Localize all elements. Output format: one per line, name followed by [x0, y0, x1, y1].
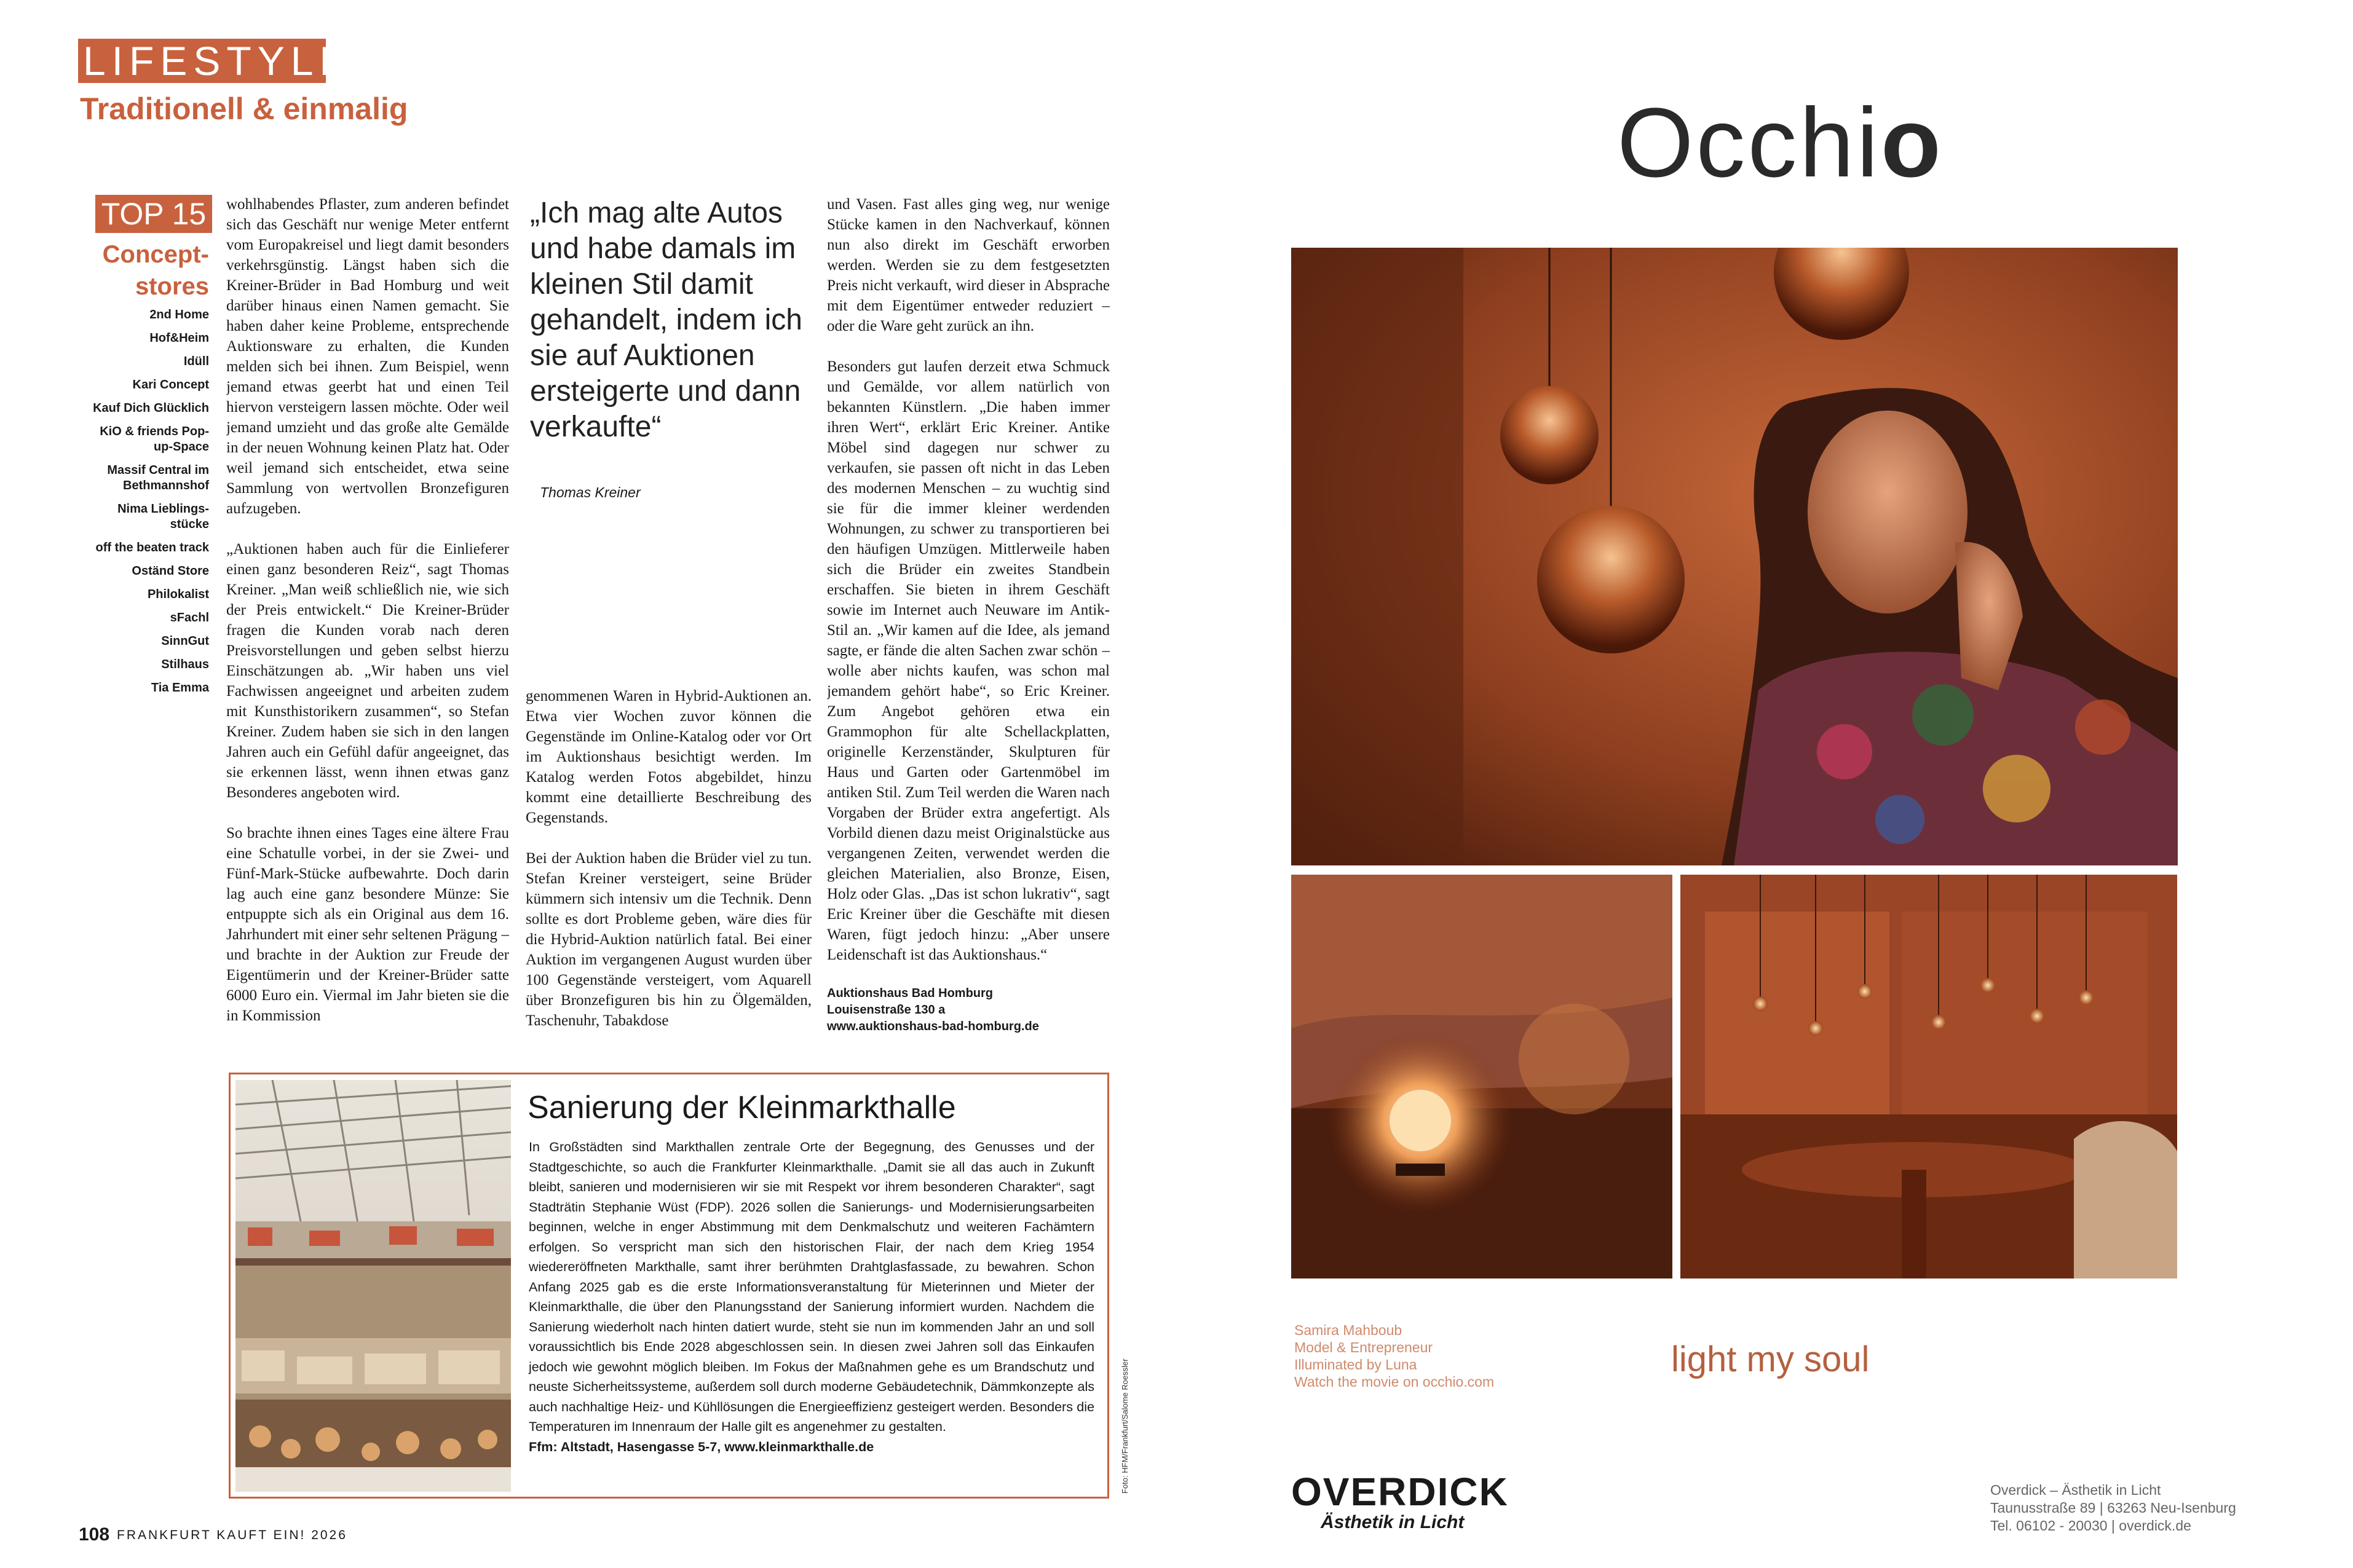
occhio-logo — [1617, 86, 1944, 199]
article-column-1 — [226, 194, 509, 1036]
overdick-logo: OVERDICK — [1291, 1470, 1509, 1514]
contact-name: Auktionshaus Bad Homburg — [827, 987, 994, 1000]
paragraph: Besonders gut laufen derzeit etwa Schmuck und Gemälde, vor allem natürlich von bekannten Künstlern. „Die haben immer ihren Wert“, erklärt Eric Kreiner. Antike Möbel sind dagegen nur schwer zu verkaufen, sie passen oft nicht in das Leben des modernen Menschen – zu wuchtig sind sie für die immer kleiner werdenden Wohnungen, zu schwer zu transportieren bei den häufigen Umzügen. Mittlerweile haben sich die Brüder ein zweites Standbein erschaffen. Sie bieten in ihrem Geschäft sowie im Internet auch Neuware im Antik-Stil an. „Wir kamen auf die Idee, als jemand sagte, er fände die alten Sachen zwar schön – wolle aber nichts kaufen, was schon mal jemandem gehört habe“, so Eric Kreiner. Zum Angebot gehören etwa ein Grammophon für alte Schellackplatten, originelle Kerzenständer, Skulpturen für Haus und Garten oder Gartenmöbel im antiken Stil. Zum Teil werden die Waren nach Vorgaben der Brüder extra angefertigt. Als Vorbild dienen dazu meist Originalstücke aus vergangenen Zeiten, verwendet werden die gleichen Materialien, also Bronze, Eisen, Holz oder Glas. „Das ist schon lukrativ“, sagt Eric Kreiner über die Geschäfte mit diesen Waren, fügt jedoch hinzu: „Aber unsere Leidenschaft ist das Auktionshaus.“ — [827, 358, 1110, 963]
credit-line: Model & Entrepreneur — [1294, 1339, 1433, 1355]
address-line: Overdick – Ästhetik in Licht — [1990, 1482, 2161, 1498]
box-address: Ffm: Altstadt, Hasengasse 5-7, www.kleinmarkthalle.de — [529, 1439, 874, 1454]
store-item: sFachl — [170, 611, 209, 624]
magazine-name: FRANKFURT KAUFT EIN! 2026 — [117, 1528, 347, 1542]
paragraph: So brachte ihnen eines Tages eine ältere Frau eine Schatulle vorbei, in der sie Zwei- und Fünf-Mark-Stücke aufbewahrte. Doch darin lag auch eine ganz besondere Münze: Sie entpuppte sich als ein Original aus dem 16. Jahrhundert mit einer sehr seltenen Prägung – und brachte in der Auktion zur Freude der Eigentümerin und der Kreiner-Brüder satte 6000 Euro ein. Viermal im Jahr bieten sie die in Kommission — [226, 825, 509, 1024]
overdick-tagline: Ästhetik in Licht — [1321, 1512, 1465, 1532]
box-body — [529, 1137, 1094, 1457]
address-line: Taunusstraße 89 | 63263 Neu-Isenburg — [1990, 1500, 2236, 1516]
credit-line: Illuminated by Luna — [1294, 1357, 1417, 1373]
store-item: Stilhaus — [161, 658, 209, 671]
store-item: Massif Central im Bethmannshof — [107, 463, 209, 492]
dealer-address — [1990, 1481, 2279, 1535]
paragraph: wohlhabendes Pflaster, zum anderen befindet sich das Geschäft nur wenige Meter entfernt vom Europakreisel und liegt damit besonders verkehrsgünstig. Längst haben sich die Kreiner-Brüder in Bad Homburg und weit darüber hinaus einen Namen gemacht. Sie haben daher keine Probleme, entsprechende Auktionsware zu erhalten, die Kunden melden sich bei ihnen. Zum Beispiel, wenn jemand etwas geerbt hat und einen Teil hiervon versteigern lassen möchte. Oder weil jemand umzieht und das große alte Gemälde in der neuen Wohnung keinen Platz hat. Oder weil jemand sich entscheidet, etwa seine Sammlung von wertvollen Bronzefiguren aufzugeben. — [226, 196, 509, 517]
market-hall-illustration — [235, 1080, 511, 1492]
store-item: Hof&Heim — [149, 331, 209, 345]
store-item: Oständ Store — [132, 564, 209, 578]
ad-slogan: light my soul — [1671, 1339, 1870, 1379]
photo-credit: Foto: HFM/Frankfurt/Salome Roessler — [1120, 1358, 1129, 1494]
section-label: LIFESTYLE — [78, 39, 326, 83]
contact-website[interactable]: www.auktionshaus-bad-homburg.de — [827, 1020, 1039, 1033]
top15-badge: TOP 15 — [95, 195, 212, 233]
store-item: Kauf Dich Glücklich — [93, 401, 209, 415]
pull-quote: „Ich mag alte Autos und habe damals im kleinen Stil damit gehandelt, indem ich sie auf Auktionen ersteigerte und dann verkaufte“ — [530, 197, 802, 443]
ad-photo-interior — [1680, 875, 2177, 1278]
section-subtitle: Traditionell & einmalig — [80, 92, 408, 126]
sidebar-title: Concept- stores — [102, 241, 209, 300]
store-item: Nima Lieblings-stücke — [117, 502, 209, 531]
ad-photo-lamp — [1291, 875, 1672, 1278]
article-column-3 — [827, 194, 1110, 1036]
page-number: 108 — [79, 1524, 110, 1545]
address-line: Tel. 06102 - 20030 | overdick.de — [1990, 1518, 2191, 1534]
lamp-illustration — [1291, 875, 1672, 1278]
store-item: off the beaten track — [95, 541, 209, 554]
credit-line: Samira Mahboub — [1294, 1322, 1402, 1338]
store-item: Kari Concept — [132, 378, 209, 392]
paragraph: Bei der Auktion haben die Brüder viel zu tun. Stefan Kreiner versteigert, seine Brüder kümmern sich intensiv um die Technik. Denn sollte es dort Probleme geben, wäre dies für die Hybrid-Auktion natürlich fatal. Bei einer Auktion im vergangenen August wurden über 100 Gegenstände versteigert, vom Aquarell über Bronzefiguren bis hin zu Ölgemälden, Taschenuhr, Tabakdose — [526, 850, 812, 1029]
store-item: SinnGut — [161, 634, 209, 648]
contact-street: Louisenstraße 130 a — [827, 1003, 946, 1017]
market-hall-photo — [235, 1080, 511, 1492]
box-title: Sanierung der Kleinmarkthalle — [528, 1090, 956, 1125]
store-item: 2nd Home — [149, 308, 209, 321]
article-column-2 — [526, 686, 812, 1036]
paragraph: „Auktionen haben auch für die Einlieferer einen ganz besonderen Reiz“, sagt Thomas Kreiner. „Man weiß schließlich nie, wie sich der Preis entwickelt.“ Die Kreiner-Brüder fragen die Kunden vorab nach deren Preisvorstellungen und geben selbst hierzu Einschätzungen ab. „Wir haben uns viel Fachwissen angeeignet und arbeiten zudem mit Kunsthistorikern zusammen“, so Stefan Kreiner. Zudem haben sie sich in den langen Jahren auch ein Gefühl dafür angeeignet, das sie erkennen lässt, wenn ihnen etwas ganz Besonderes angeboten wird. — [226, 541, 509, 801]
credit-line: Watch the movie on occhio.com — [1294, 1374, 1495, 1390]
ad-credits — [1294, 1322, 1494, 1390]
store-item: Philokalist — [147, 588, 209, 601]
box-text: In Großstädten sind Markthallen zentrale Orte der Begegnung, des Genusses und der Stadtgeschichte, so auch die Frankfurter Kleinmarkthalle. „Damit sie all das auch in Zukunft bleibt, sanieren und modernisieren wir sie mit Respekt vor ihrem besonderen Charakter“, sagt Stadträtin Stephanie Wüst (FDP). 2026 sollen die Sanierungs- und Modernisierungsarbeiten beginnen, welche in enger Abstimmung mit dem Denkmalschutz und weiteren Fachämtern erfolgen. So verspricht man sich den historischen Flair, der nach dem Krieg 1954 wiedereröffneten Markthalle, samt ihrer berühmten Drahtglasfassade, zu bewahren. Schon Anfang 2025 gab es die erste Informationsveranstaltung für Mieterinnen und Mieter der Kleinmarkthalle, die über den Planungsstand der Sanierung informiert wurden. Nachdem die Sanierung wiederholt nach hinten datiert wurde, steht sie nun im kommenden Jahr an und soll voraussichtlich bis Ende 2028 abgeschlossen sein. In diesen zwei Jahren soll das Einkaufen jedoch wie gewohnt möglich bleiben. Im Fokus der Maßnahmen gehe es um Brandschutz und neuste Sicherheitssysteme, außerdem soll durch moderne Gebäudetechnik, Dämmkonzepte als auch nachhaltige Heiz- und Kühllösungen die Energieeffizienz gesteigert werden. Besonders die Temperaturen im Innenraum der Halle gilt es angenehmer zu gestalten. — [529, 1140, 1094, 1434]
logo-text-accent: o — [1880, 87, 1944, 197]
store-item: Idüll — [183, 355, 209, 368]
portrait-illustration — [1291, 248, 2178, 865]
store-list — [37, 307, 209, 704]
ad-photo-portrait — [1291, 248, 2178, 865]
logo-text: Occhi — [1617, 87, 1881, 197]
store-item: Tia Emma — [151, 681, 209, 695]
interior-illustration — [1680, 875, 2177, 1278]
paragraph: genommenen Waren in Hybrid-Auktionen an. Etwa vier Wochen zuvor können die Gegenstände im Online-Katalog oder vor Ort im Auktionshaus besichtigt werden. Im Katalog werden Fotos abgebildet, hinzu kommt eine detaillierte Beschreibung des Gegenstands. — [526, 688, 812, 826]
store-item: KiO & friends Pop-up-Space — [100, 425, 209, 454]
paragraph: und Vasen. Fast alles ging weg, nur wenige Stücke kamen in den Nachverkauf, können nun also direkt im Geschäft erworben werden. Werden sie zu dem festgesetzten Preis nicht verkauft, wird dieser in Absprache mit dem Eigentümer entweder reduziert – oder die Ware geht zurück an ihn. — [827, 196, 1110, 334]
quote-author: Thomas Kreiner — [540, 484, 641, 500]
